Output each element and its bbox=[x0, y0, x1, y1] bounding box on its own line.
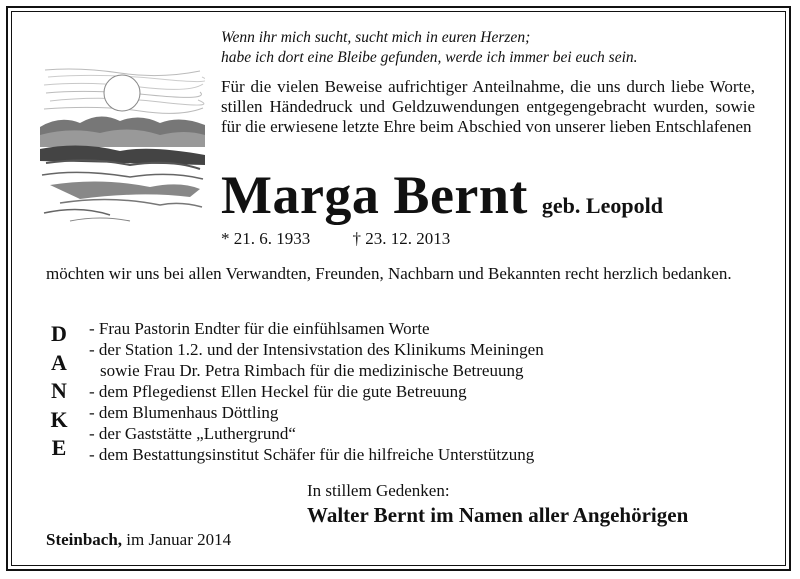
memory-line: In stillem Gedenken: bbox=[307, 481, 450, 500]
list-item: - der Gaststätte „Luthergrund“ bbox=[89, 424, 296, 443]
danke-letter: E bbox=[51, 435, 67, 460]
list-item: - dem Bestattungsinstitut Schäfer für die hilfreiche Unterstützung bbox=[89, 445, 535, 464]
death-date: † 23. 12. 2013 bbox=[352, 229, 451, 248]
motto bbox=[221, 28, 761, 68]
list-item: - Frau Pastorin Endter für die einfühlsamen Worte bbox=[89, 319, 430, 338]
motto-line-1: Wenn ihr mich sucht, sucht mich in euren Herzen; bbox=[221, 29, 531, 46]
deceased-name-row bbox=[221, 165, 663, 225]
place-date-text: im Januar 2014 bbox=[126, 530, 232, 549]
thanks-list bbox=[89, 318, 609, 465]
danke-letter: D bbox=[51, 321, 67, 346]
landscape-sunset-sketch-icon bbox=[40, 65, 205, 225]
place-town: Steinbach, bbox=[46, 530, 123, 549]
list-item-continuation: sowie Frau Dr. Petra Rimbach für die medizinische Betreuung bbox=[100, 361, 524, 380]
danke-letter: A bbox=[51, 349, 67, 375]
list-item: - dem Pflegedienst Ellen Heckel für die gute Betreuung bbox=[89, 382, 467, 401]
danke-vertical-word bbox=[47, 320, 71, 463]
thanks-intro: möchten wir uns bei allen Verwandten, Freunden, Nachbarn und Bekannten recht herzlich bedanken. bbox=[46, 264, 732, 283]
life-dates bbox=[221, 229, 450, 249]
deceased-name: Marga Bernt bbox=[221, 165, 528, 225]
list-item: - dem Blumenhaus Döttling bbox=[89, 403, 279, 422]
danke-letter: N bbox=[51, 378, 67, 403]
thanks-paragraph: Für die vielen Beweise aufrichtiger Anteilnahme, die uns durch liebe Worte, stillen Händedruck und Geldzuwendungen entgegengebracht wurden, sowie für die erwiesene letzte Ehre beim Abschied von unserer lieben Entschlafenen bbox=[221, 77, 755, 136]
maiden-name: geb. Leopold bbox=[541, 193, 663, 218]
place-date bbox=[46, 530, 231, 550]
motto-line-2: habe ich dort eine Bleibe gefunden, werde ich immer bei euch sein. bbox=[221, 49, 638, 66]
list-item: - der Station 1.2. und der Intensivstation des Klinikums Meiningen bbox=[89, 340, 544, 359]
birth-date: * 21. 6. 1933 bbox=[221, 229, 311, 248]
signer-line: Walter Bernt im Namen aller Angehörigen bbox=[307, 503, 689, 527]
danke-letter: K bbox=[50, 406, 68, 432]
